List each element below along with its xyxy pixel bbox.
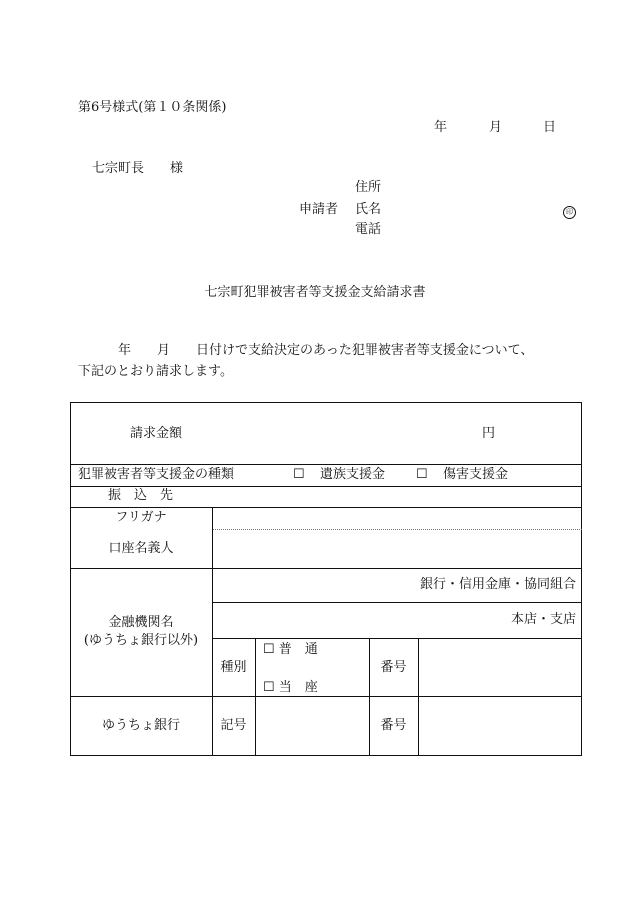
account-number-label: 番号: [380, 660, 407, 675]
account-ordinary-option[interactable]: ☐ 普 通: [263, 642, 318, 657]
name-label: 氏名: [355, 202, 382, 217]
bank-type-options: 銀行・信用金庫・協同組合: [419, 577, 576, 592]
date-year: 年: [434, 120, 448, 135]
furigana-label: フリガナ: [115, 510, 167, 525]
yucho-symbol-label: 記号: [220, 718, 247, 733]
address-label: 住所: [355, 180, 382, 195]
amount-unit: 円: [482, 426, 496, 441]
amount-label: 請求金額: [130, 426, 183, 441]
injury-checkbox[interactable]: ☐: [416, 467, 428, 482]
bank-name-label: 金融機関名: [108, 615, 174, 630]
request-form-table: [70, 402, 582, 756]
account-holder-input[interactable]: [220, 534, 574, 564]
bank-name-note: (ゆうちょ銀行以外): [83, 633, 199, 648]
body-line-2: 下記のとおり請求します。: [78, 364, 233, 379]
body-line-1: 年 月 日付けで支給決定のあった犯罪被害者等支援金について、: [118, 343, 534, 358]
yucho-bank-label: ゆうちょ銀行: [101, 718, 180, 733]
injury-option-label: 傷害支援金: [443, 467, 509, 482]
yucho-number-input[interactable]: [426, 704, 576, 748]
account-holder-label: 口座名義人: [108, 541, 174, 556]
account-type-label: 種別: [220, 660, 247, 675]
yucho-symbol-input[interactable]: [262, 704, 362, 748]
seal-stamp-icon: 印: [563, 203, 576, 219]
phone-label: 電話: [355, 222, 382, 237]
date-month: 月: [489, 120, 503, 135]
transfer-label: 振 込 先: [108, 488, 174, 503]
furigana-input[interactable]: [220, 511, 574, 527]
addressee: 七宗町長 様: [92, 161, 184, 176]
date-day: 日: [543, 120, 557, 135]
document-title: 七宗町犯罪被害者等支援金支給請求書: [204, 285, 426, 300]
applicant-label: 申請者: [299, 202, 339, 217]
account-number-input[interactable]: [426, 647, 576, 687]
branch-type-options: 本店・支店: [510, 612, 576, 627]
support-type-label: 犯罪被害者等支援金の種類: [78, 467, 235, 482]
yucho-number-label: 番号: [380, 718, 407, 733]
form-number: 第6号様式(第１０条関係): [78, 100, 227, 115]
bereaved-option-label: 遺族支援金: [320, 467, 386, 482]
account-current-option[interactable]: ☐ 当 座: [263, 680, 318, 695]
bereaved-checkbox[interactable]: ☐: [293, 467, 305, 482]
